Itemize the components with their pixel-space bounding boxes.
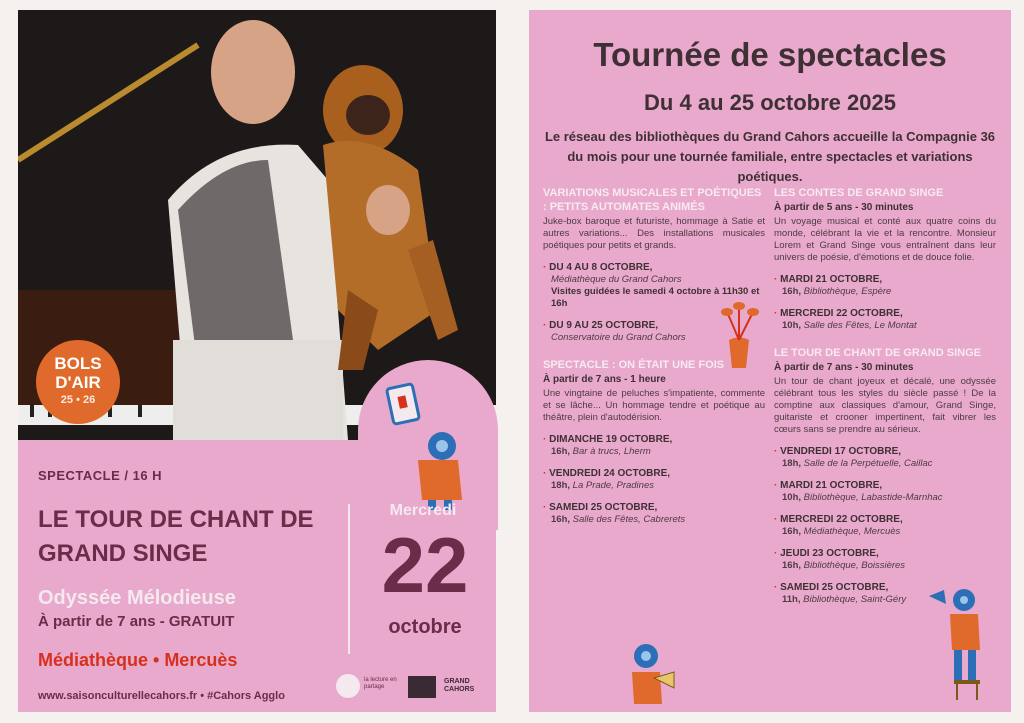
section-heading: VARIATIONS MUSICALES ET POÉTIQUES : PETITS AUTOMATES ANIMÉS	[543, 187, 762, 213]
event-item	[774, 480, 996, 504]
event-item	[774, 446, 996, 470]
event-location: Bibliothèque, Labastide-Marnhac	[803, 492, 943, 503]
event-date: · DU 4 AU 8 OCTOBRE,	[543, 262, 765, 274]
event-time: 10h,	[782, 320, 802, 331]
cahors-logo-icon	[408, 676, 436, 698]
bols-dair-badge	[36, 340, 120, 424]
tour-dates: Du 4 au 25 octobre 2025	[644, 90, 896, 115]
section-heading: LES CONTES DE GRAND SINGE	[774, 187, 944, 199]
program-column-right	[774, 186, 996, 606]
event-age: À partir de 7 ans - GRATUIT	[38, 613, 235, 630]
event-item	[774, 514, 996, 538]
event-time: 16h,	[782, 560, 802, 571]
section-age: À partir de 5 ans - 30 minutes	[774, 202, 914, 213]
event-location: Bar à trucs, Lherm	[572, 446, 651, 457]
badge-line1: BOLS	[54, 354, 102, 373]
event-place: Conservatoire du Grand Cahors	[551, 332, 686, 343]
event-date: · MERCREDI 22 OCTOBRE,	[774, 514, 996, 526]
event-title: LE TOUR DE CHANT DE GRAND SINGE	[38, 506, 314, 567]
event-subtitle: Odyssée Mélodieuse	[38, 587, 236, 609]
event-place	[774, 458, 996, 470]
tour-title: Tournée de spectacles	[593, 36, 947, 73]
section-text: Un voyage musical et conté aux quatre coins du monde, célébrant la vie et la rencontre. Monsieur Lorem et Grand Singe vous entraînent dans leur univers de poésie, d'émotions et de douce folie.	[774, 216, 996, 263]
event-item	[543, 434, 765, 458]
divider	[348, 504, 350, 654]
event-date: · DIMANCHE 19 OCTOBRE,	[543, 434, 765, 446]
website-link[interactable]: www.saisonculturellecahors.fr • #Cahors Agglo	[38, 690, 285, 702]
event-date: · MERCREDI 22 OCTOBRE,	[774, 308, 996, 320]
event-location: Salle des Fêtes, Cabrerets	[572, 514, 686, 525]
badge-line3: 25 • 26	[60, 394, 96, 406]
event-place	[774, 560, 996, 572]
event-item	[543, 468, 765, 492]
event-date: · DU 9 AU 25 OCTOBRE,	[543, 320, 765, 332]
event-date: · VENDREDI 24 OCTOBRE,	[543, 468, 765, 480]
event-location: Médiathèque, Mercuès	[803, 526, 901, 537]
section-heading: LE TOUR DE CHANT DE GRAND SINGE	[774, 347, 981, 359]
event-time: 18h,	[551, 480, 571, 491]
event-place	[543, 514, 765, 526]
badge-line2: D'AIR	[55, 373, 101, 392]
event-time: 16h,	[782, 526, 802, 537]
event-date: · VENDREDI 17 OCTOBRE,	[774, 446, 996, 458]
event-item	[774, 274, 996, 298]
date-month: octobre	[388, 616, 462, 638]
guitar-character-icon	[924, 580, 994, 705]
event-item	[774, 308, 996, 332]
event-time: 18h,	[782, 458, 802, 469]
event-place	[774, 286, 996, 298]
event-location: Salle des Fêtes, Le Montat	[803, 320, 917, 331]
event-extra: Visites guidées le samedi 4 octobre à 11h30 et 16h	[551, 286, 760, 309]
partner-logo-icon	[336, 674, 360, 698]
grand-cahors-logo-text: GRAND CAHORS	[444, 678, 475, 693]
event-place: Médiathèque du Grand Cahors	[551, 274, 682, 285]
event-place	[774, 320, 996, 332]
trumpet-character-icon	[624, 642, 679, 712]
event-location: Salle de la Perpétuelle, Caillac	[803, 458, 933, 469]
event-time: 10h,	[782, 492, 802, 503]
event-date: · JEUDI 23 OCTOBRE,	[774, 548, 996, 560]
poster-left-page	[18, 10, 496, 712]
event-date: · MARDI 21 OCTOBRE,	[774, 480, 996, 492]
partner-logo-text: la lecture en partage	[364, 677, 397, 690]
section-age: À partir de 7 ans - 1 heure	[543, 374, 666, 385]
event-date: · SAMEDI 25 OCTOBRE,	[774, 582, 996, 594]
section-text: Une vingtaine de peluches s'impatiente, commente et se lâche... Un hommage tendre et poétique au théâtre, plein d'autodérision.	[543, 388, 765, 423]
partner-logos	[336, 672, 486, 702]
event-place	[774, 492, 996, 504]
event-time: 16h,	[551, 514, 571, 525]
date-number: 22	[381, 521, 469, 609]
section-age: À partir de 7 ans - 30 minutes	[774, 362, 914, 373]
event-date: · MARDI 21 OCTOBRE,	[774, 274, 996, 286]
event-place	[543, 480, 765, 492]
event-time: 16h,	[551, 446, 571, 457]
event-item	[774, 548, 996, 572]
event-place	[543, 446, 765, 458]
tour-intro: Le réseau des bibliothèques du Grand Cahors accueille la Compagnie 36 du mois pour une tournée familiale, entre spectacles et variations poétiques.	[544, 129, 996, 184]
flower-vase-icon	[714, 300, 764, 370]
event-location: Bibliothèque, Boissières	[803, 560, 906, 571]
section-text: Juke-box baroque et futuriste, hommage à Satie et autres variations... Des installations musicales poétiques pour petits et grands.	[543, 216, 765, 251]
event-item	[543, 502, 765, 526]
event-location: La Prade, Pradines	[572, 480, 654, 491]
section-text: Un tour de chant joyeux et décalé, une odyssée célébrant tous les styles du siècle passé ! De la comptine aux classiques d'amour, Grand Singe, guitariste et crooner impertinent, fait vibrer les cœurs sans se prendre au sérieux.	[774, 376, 996, 435]
date-day: Mercredi	[389, 502, 457, 519]
event-location: Bibliothèque, Saint-Géry	[803, 594, 907, 605]
event-date: · SAMEDI 25 OCTOBRE,	[543, 502, 765, 514]
event-time: 11h,	[782, 594, 801, 605]
event-category: SPECTACLE / 16 H	[38, 468, 163, 483]
poster-right-page	[529, 10, 1011, 712]
event-time: 16h,	[782, 286, 802, 297]
event-place	[774, 526, 996, 538]
event-venue: Médiathèque • Mercuès	[38, 650, 238, 670]
event-location: Bibliothèque, Espère	[803, 286, 892, 297]
section-heading: SPECTACLE : ON ÉTAIT UNE FOIS	[543, 359, 725, 371]
